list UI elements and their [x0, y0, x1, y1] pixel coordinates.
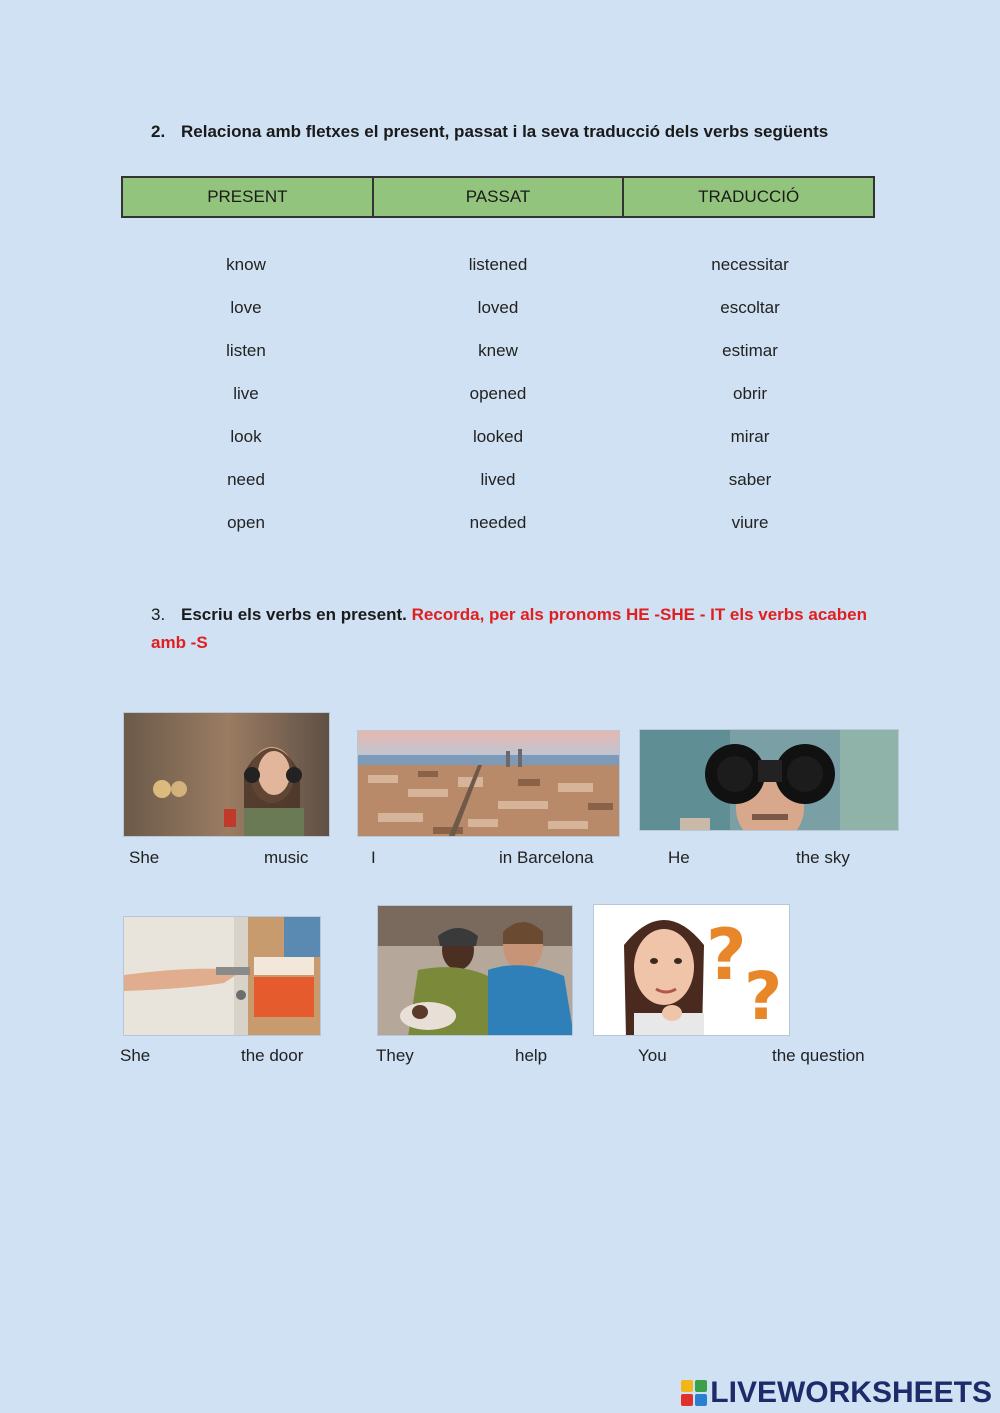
present-verb[interactable]: look	[230, 427, 262, 446]
caption-subject: She	[129, 848, 160, 867]
caption-subject: You	[638, 1046, 667, 1065]
present-verb[interactable]: know	[226, 255, 266, 274]
exercise-3-number: 3.	[151, 605, 166, 624]
caption-object: the question	[772, 1046, 865, 1065]
woman-question-marks-photo	[593, 904, 790, 1036]
caption-object: the sky	[796, 848, 850, 867]
hand-opening-door-photo	[123, 916, 321, 1036]
liveworksheets-icon	[681, 1380, 707, 1406]
past-verb[interactable]: listened	[468, 255, 528, 274]
translation-column	[625, 255, 875, 556]
header-translation: TRADUCCIÓ	[698, 187, 800, 206]
past-verb[interactable]: knew	[478, 341, 518, 360]
past-verb[interactable]: lived	[480, 470, 516, 489]
caption-object: music	[264, 848, 309, 867]
translation-verb[interactable]: necessitar	[711, 255, 789, 274]
caption-subject: He	[668, 848, 690, 867]
past-verb[interactable]: loved	[477, 298, 519, 317]
present-verb[interactable]: live	[233, 384, 259, 403]
caption-subject: I	[371, 848, 376, 867]
translation-verb[interactable]: estimar	[722, 341, 778, 360]
exercise-2-number: 2.	[151, 122, 166, 141]
caption-object: in Barcelona	[499, 848, 594, 867]
present-verb[interactable]: love	[230, 298, 262, 317]
exercise-3-heading	[151, 601, 881, 657]
logo-text: LIVEWORKSHEETS	[710, 1376, 992, 1409]
caption-object: help	[515, 1046, 548, 1065]
present-verb[interactable]: listen	[226, 341, 266, 360]
caption-object: the door	[241, 1046, 304, 1065]
exercise-2-title: Relaciona amb fletxes el present, passat i la seva traducció dels verbs següents	[181, 122, 829, 141]
man-binoculars-photo	[639, 729, 899, 831]
people-helping-photo	[377, 905, 573, 1036]
caption-subject: She	[120, 1046, 151, 1065]
woman-headphones-photo	[123, 712, 330, 837]
present-verb[interactable]: need	[227, 470, 265, 489]
past-verb[interactable]: opened	[469, 384, 527, 403]
past-verb[interactable]: looked	[472, 427, 524, 446]
exercise-3-title: Escriu els verbs en present.	[181, 605, 407, 624]
translation-verb[interactable]: saber	[728, 470, 772, 489]
liveworksheets-logo	[681, 1376, 992, 1410]
past-column	[373, 255, 623, 556]
past-verb[interactable]: needed	[469, 513, 527, 532]
translation-verb[interactable]: escoltar	[720, 298, 780, 317]
exercise-2-heading	[151, 122, 828, 142]
svg-text:?: ?	[706, 914, 747, 996]
svg-text:?: ?	[744, 958, 783, 1035]
barcelona-city-photo	[357, 730, 620, 837]
exercise-3-note: Recorda, per als pronoms HE -SHE - IT els verbs acaben amb -S	[151, 605, 867, 652]
translation-verb[interactable]: viure	[731, 513, 769, 532]
header-past: PASSAT	[374, 178, 625, 216]
header-present: PRESENT	[123, 178, 374, 216]
translation-verb[interactable]: obrir	[732, 384, 767, 403]
caption-subject: They	[376, 1046, 414, 1065]
translation-verb[interactable]: mirar	[730, 427, 770, 446]
present-verb[interactable]: open	[227, 513, 265, 532]
verb-table-header	[121, 176, 875, 218]
present-column	[121, 255, 371, 556]
